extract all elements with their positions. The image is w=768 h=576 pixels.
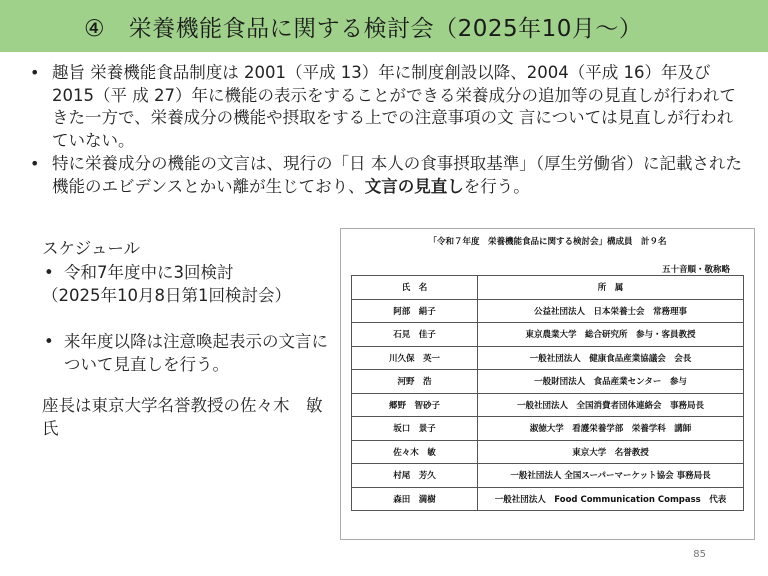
- bullet-dot-icon: •: [44, 263, 54, 282]
- table-row: [352, 323, 744, 347]
- schedule-item-text: 令和7年度中に3回検討: [64, 263, 234, 282]
- member-name: 阿部 絹子: [352, 299, 478, 323]
- member-name: 村尾 芳久: [352, 464, 478, 488]
- bullet-dot-icon: •: [44, 332, 54, 351]
- schedule-heading: スケジュール: [42, 239, 141, 258]
- table-row: [352, 440, 744, 464]
- member-affiliation: 一般社団法人 健康食品産業協議会 会長: [478, 346, 744, 370]
- bullet-purpose: [28, 62, 748, 152]
- schedule-item-text: 来年度以降は注意喚起表示の文言について見直しを行う。: [64, 332, 328, 374]
- slide-title: ④ 栄養機能食品に関する検討会（2025年10月～）: [84, 15, 643, 42]
- title-bar: [0, 0, 768, 52]
- header-affiliation: 所 属: [478, 276, 744, 300]
- bullet-purpose-text: 趣旨 栄養機能食品制度は 2001（平成 13）年に制度創設以降、2004（平成 16）年及び 2015（平 成 27）年に機能の表示をすることができる栄養成分の追加等の見直しが行われてきた一方で、栄養成分の機能や摂取をする上での注意事項の文 言については見直しが行われていない。: [52, 63, 736, 150]
- purpose-bullets: [28, 62, 748, 199]
- member-name: 郷野 智砂子: [352, 393, 478, 417]
- page-number: 85: [693, 549, 706, 560]
- member-affiliation: 東京大学 名誉教授: [478, 440, 744, 464]
- member-name: 石見 佳子: [352, 323, 478, 347]
- table-row: [352, 299, 744, 323]
- member-affiliation: 公益社団法人 日本栄養士会 常務理事: [478, 299, 744, 323]
- schedule-item-sub: （2025年10月8日第1回検討会）: [42, 286, 291, 305]
- member-table-panel: [340, 228, 755, 540]
- chairperson-note: 座長は東京大学名誉教授の佐々木 敏氏: [42, 396, 323, 438]
- bullet-wording-review: [28, 153, 748, 198]
- member-affiliation: 東京農業大学 総合研究所 参与・客員教授: [478, 323, 744, 347]
- header-name: 氏 名: [352, 276, 478, 300]
- bullet-wording-text-before: 特に栄養成分の機能の文言は、現行の「日 本人の食事摂取基準」（厚生労働省）に記載された機能のエビデンスとかい離が生じており、: [52, 154, 742, 196]
- member-name: 佐々木 敏: [352, 440, 478, 464]
- bullet-wording-text-after: を行う。: [463, 176, 530, 196]
- member-name: 坂口 景子: [352, 417, 478, 441]
- table-row: [352, 346, 744, 370]
- schedule-item: [42, 330, 332, 376]
- member-affiliation: 一般社団法人 全国消費者団体連絡会 事務局長: [478, 393, 744, 417]
- table-row: [352, 393, 744, 417]
- table-row: [352, 464, 744, 488]
- member-affiliation: 淑徳大学 看護栄養学部 栄養学科 講師: [478, 417, 744, 441]
- table-row: [352, 417, 744, 441]
- member-affiliation: 一般社団法人 Food Communication Compass 代表: [478, 487, 744, 511]
- schedule-item: [42, 261, 332, 284]
- table-header-row: [352, 276, 744, 300]
- member-name: 河野 浩: [352, 370, 478, 394]
- schedule-section: [42, 237, 332, 440]
- member-table: [351, 275, 744, 511]
- member-affiliation: 一般財団法人 食品産業センター 参与: [478, 370, 744, 394]
- member-table-title: 「令和７年度 栄養機能食品に関する検討会」構成員 計９名: [428, 237, 667, 247]
- bullet-wording-text-bold: 文言の見直し: [364, 176, 464, 196]
- member-table-order-note: 五十音順・敬称略: [661, 265, 730, 275]
- table-row: [352, 370, 744, 394]
- bullet-dot-icon: •: [30, 154, 40, 173]
- member-name: 森田 満樹: [352, 487, 478, 511]
- member-name: 川久保 英一: [352, 346, 478, 370]
- bullet-dot-icon: •: [30, 63, 40, 82]
- table-row: [352, 487, 744, 511]
- member-affiliation: 一般社団法人 全国スーパーマーケット協会 事務局長: [478, 464, 744, 488]
